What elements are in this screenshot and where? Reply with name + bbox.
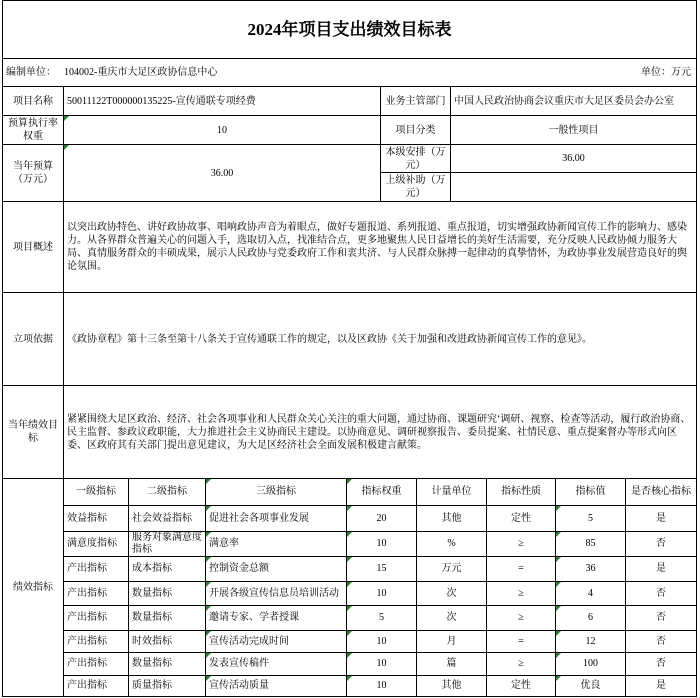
goal-text: 紧紧围绕大足区政治、经济、社会各项事业和人民群众关心关注的重大问题，通过协商、课题研究‘调研、视察、检查等活动，履行政治协商、民主监督、参政议政职能，大力推进社会主义协商民主建设。以协商意见、调研视察报告、委员提案、社情民意、重点提案督办等形式向区委、区政府其有关部门提出意见建议，为大足区经济社会全面发展积极建言献策。 <box>64 386 697 479</box>
indicator-unit-cell: 其他 <box>417 506 487 532</box>
indicator-value-cell: 85 <box>556 532 626 557</box>
indicator-level2-cell: 社会效益指标 <box>129 506 206 532</box>
overview-text: 以突出政协特色、讲好政协故事、唱响政协声音为着眼点，做好专题报道、系列报道、重点报道，切实增强政协新闻宣传工作的影响力、感染力。从各界群众普遍关心的问题入手，选取切入点，找准结合点，更多地聚焦人民日益增长的美好生活需要，充分反映人民政协倾力服务大局、真情服务群众的丰硕成果，展示人民政协与党委政府工作和衷共济、与人民群众脉搏一起律动的真挚情怀，为政协事业发展营造良好的舆论氛围。 <box>64 202 697 293</box>
org-value: 104002-重庆市大足区政协信息中心 <box>64 67 218 78</box>
indicator-level1-cell: 产出指标 <box>64 606 129 631</box>
indicator-table <box>2 478 697 697</box>
performance-target-sheet <box>2 0 696 697</box>
header-unit: 计量单位 <box>417 479 487 506</box>
indicator-row <box>3 532 697 557</box>
department-value: 中国人民政治协商会议重庆市大足区委员会办公室 <box>451 87 697 116</box>
indicator-section-label: 绩效指标 <box>3 479 64 697</box>
indicator-nature-cell: 定性 <box>487 676 556 697</box>
basis-label: 立项依据 <box>3 293 64 386</box>
indicator-level1-cell: 效益指标 <box>64 506 129 532</box>
indicator-weight-cell: 5 <box>347 606 417 631</box>
header-core: 是否核心指标 <box>626 479 697 506</box>
indicator-unit-cell: 万元 <box>417 557 487 582</box>
indicator-weight-cell: 10 <box>347 653 417 676</box>
indicator-core-cell: 是 <box>626 676 697 697</box>
indicator-level1-cell: 产出指标 <box>64 631 129 653</box>
project-name-value: 50011122T000000135225-宣传通联专项经费 <box>64 87 381 116</box>
indicator-unit-cell: 其他 <box>417 676 487 697</box>
indicator-unit-cell: 月 <box>417 631 487 653</box>
indicator-level2-cell: 数量指标 <box>129 606 206 631</box>
indicator-level3-cell: 促进社会各项事业发展 <box>206 506 347 532</box>
local-funding-label: 本级安排（万元） <box>381 145 451 173</box>
indicator-level2-cell: 数量指标 <box>129 653 206 676</box>
indicator-level3-cell: 开展各级宣传信息员培训活动 <box>206 582 347 606</box>
upper-funding-label: 上级补助（万元） <box>381 173 451 202</box>
indicator-row <box>3 631 697 653</box>
indicator-core-cell: 否 <box>626 653 697 676</box>
budget-label: 当年预算（万元） <box>3 145 64 202</box>
exec-weight-value: 10 <box>64 116 381 145</box>
local-funding-value: 36.00 <box>451 145 697 173</box>
overview-label: 项目概述 <box>3 202 64 293</box>
indicator-value-cell: 5 <box>556 506 626 532</box>
budget-value: 36.00 <box>64 145 381 202</box>
header-value: 指标值 <box>556 479 626 506</box>
indicator-weight-cell: 10 <box>347 532 417 557</box>
indicator-value-cell: 6 <box>556 606 626 631</box>
indicator-unit-cell: 次 <box>417 606 487 631</box>
header-level3: 三级指标 <box>206 479 347 506</box>
indicator-value-cell: 12 <box>556 631 626 653</box>
indicator-weight-cell: 10 <box>347 676 417 697</box>
indicator-level1-cell: 产出指标 <box>64 557 129 582</box>
indicator-header-row <box>3 479 697 506</box>
indicator-level1-cell: 产出指标 <box>64 582 129 606</box>
indicator-unit-cell: % <box>417 532 487 557</box>
indicator-value-cell: 100 <box>556 653 626 676</box>
indicator-nature-cell: ≥ <box>487 606 556 631</box>
indicator-level1-cell: 满意度指标 <box>64 532 129 557</box>
indicator-weight-cell: 15 <box>347 557 417 582</box>
header-weight: 指标权重 <box>347 479 417 506</box>
category-label: 项目分类 <box>381 116 451 145</box>
project-info-table <box>2 0 697 479</box>
department-label: 业务主管部门 <box>381 87 451 116</box>
indicator-weight-cell: 20 <box>347 506 417 532</box>
indicator-weight-cell: 10 <box>347 582 417 606</box>
indicator-value-cell: 4 <box>556 582 626 606</box>
unit-label: 单位：万元 <box>641 67 691 78</box>
category-value: 一般性项目 <box>451 116 697 145</box>
indicator-nature-cell: = <box>487 557 556 582</box>
indicator-core-cell: 否 <box>626 582 697 606</box>
indicator-value-cell: 36 <box>556 557 626 582</box>
indicator-value-cell: 优良 <box>556 676 626 697</box>
exec-weight-label: 预算执行率权重 <box>3 116 64 145</box>
indicator-level3-cell: 满意率 <box>206 532 347 557</box>
indicator-core-cell: 否 <box>626 532 697 557</box>
indicator-row <box>3 557 697 582</box>
indicator-nature-cell: 定性 <box>487 506 556 532</box>
project-name-label: 项目名称 <box>3 87 64 116</box>
indicator-nature-cell: ≥ <box>487 532 556 557</box>
indicator-row <box>3 606 697 631</box>
indicator-level1-cell: 产出指标 <box>64 676 129 697</box>
indicator-nature-cell: ≥ <box>487 653 556 676</box>
header-nature: 指标性质 <box>487 479 556 506</box>
org-row <box>3 59 697 87</box>
goal-label: 当年绩效目标 <box>3 386 64 479</box>
header-level2: 二级指标 <box>129 479 206 506</box>
indicator-level3-cell: 发表宣传稿件 <box>206 653 347 676</box>
indicator-weight-cell: 10 <box>347 631 417 653</box>
indicator-level3-cell: 邀请专家、学者授课 <box>206 606 347 631</box>
indicator-level1-cell: 产出指标 <box>64 653 129 676</box>
indicator-row <box>3 582 697 606</box>
indicator-core-cell: 是 <box>626 506 697 532</box>
indicator-level3-cell: 宣传活动质量 <box>206 676 347 697</box>
indicator-level2-cell: 数量指标 <box>129 582 206 606</box>
indicator-level3-cell: 控制资金总额 <box>206 557 347 582</box>
indicator-core-cell: 是 <box>626 557 697 582</box>
indicator-row <box>3 676 697 697</box>
page-title: 2024年项目支出绩效目标表 <box>3 1 697 59</box>
indicator-nature-cell: = <box>487 631 556 653</box>
header-level1: 一级指标 <box>64 479 129 506</box>
indicator-core-cell: 否 <box>626 606 697 631</box>
indicator-core-cell: 否 <box>626 631 697 653</box>
indicator-level2-cell: 质量指标 <box>129 676 206 697</box>
indicator-level2-cell: 成本指标 <box>129 557 206 582</box>
upper-funding-value <box>451 173 697 202</box>
indicator-level3-cell: 宣传活动完成时间 <box>206 631 347 653</box>
org-label: 编制单位： <box>6 67 56 78</box>
indicator-level2-cell: 时效指标 <box>129 631 206 653</box>
indicator-unit-cell: 篇 <box>417 653 487 676</box>
indicator-unit-cell: 次 <box>417 582 487 606</box>
indicator-level2-cell: 服务对象满意度指标 <box>129 532 206 557</box>
indicator-row <box>3 506 697 532</box>
indicator-row <box>3 653 697 676</box>
indicator-nature-cell: ≥ <box>487 582 556 606</box>
basis-text: 《政协章程》第十三条至第十八条关于宣传通联工作的规定，以及区政协《关于加强和改进政协新闻宣传工作的意见》。 <box>64 293 697 386</box>
